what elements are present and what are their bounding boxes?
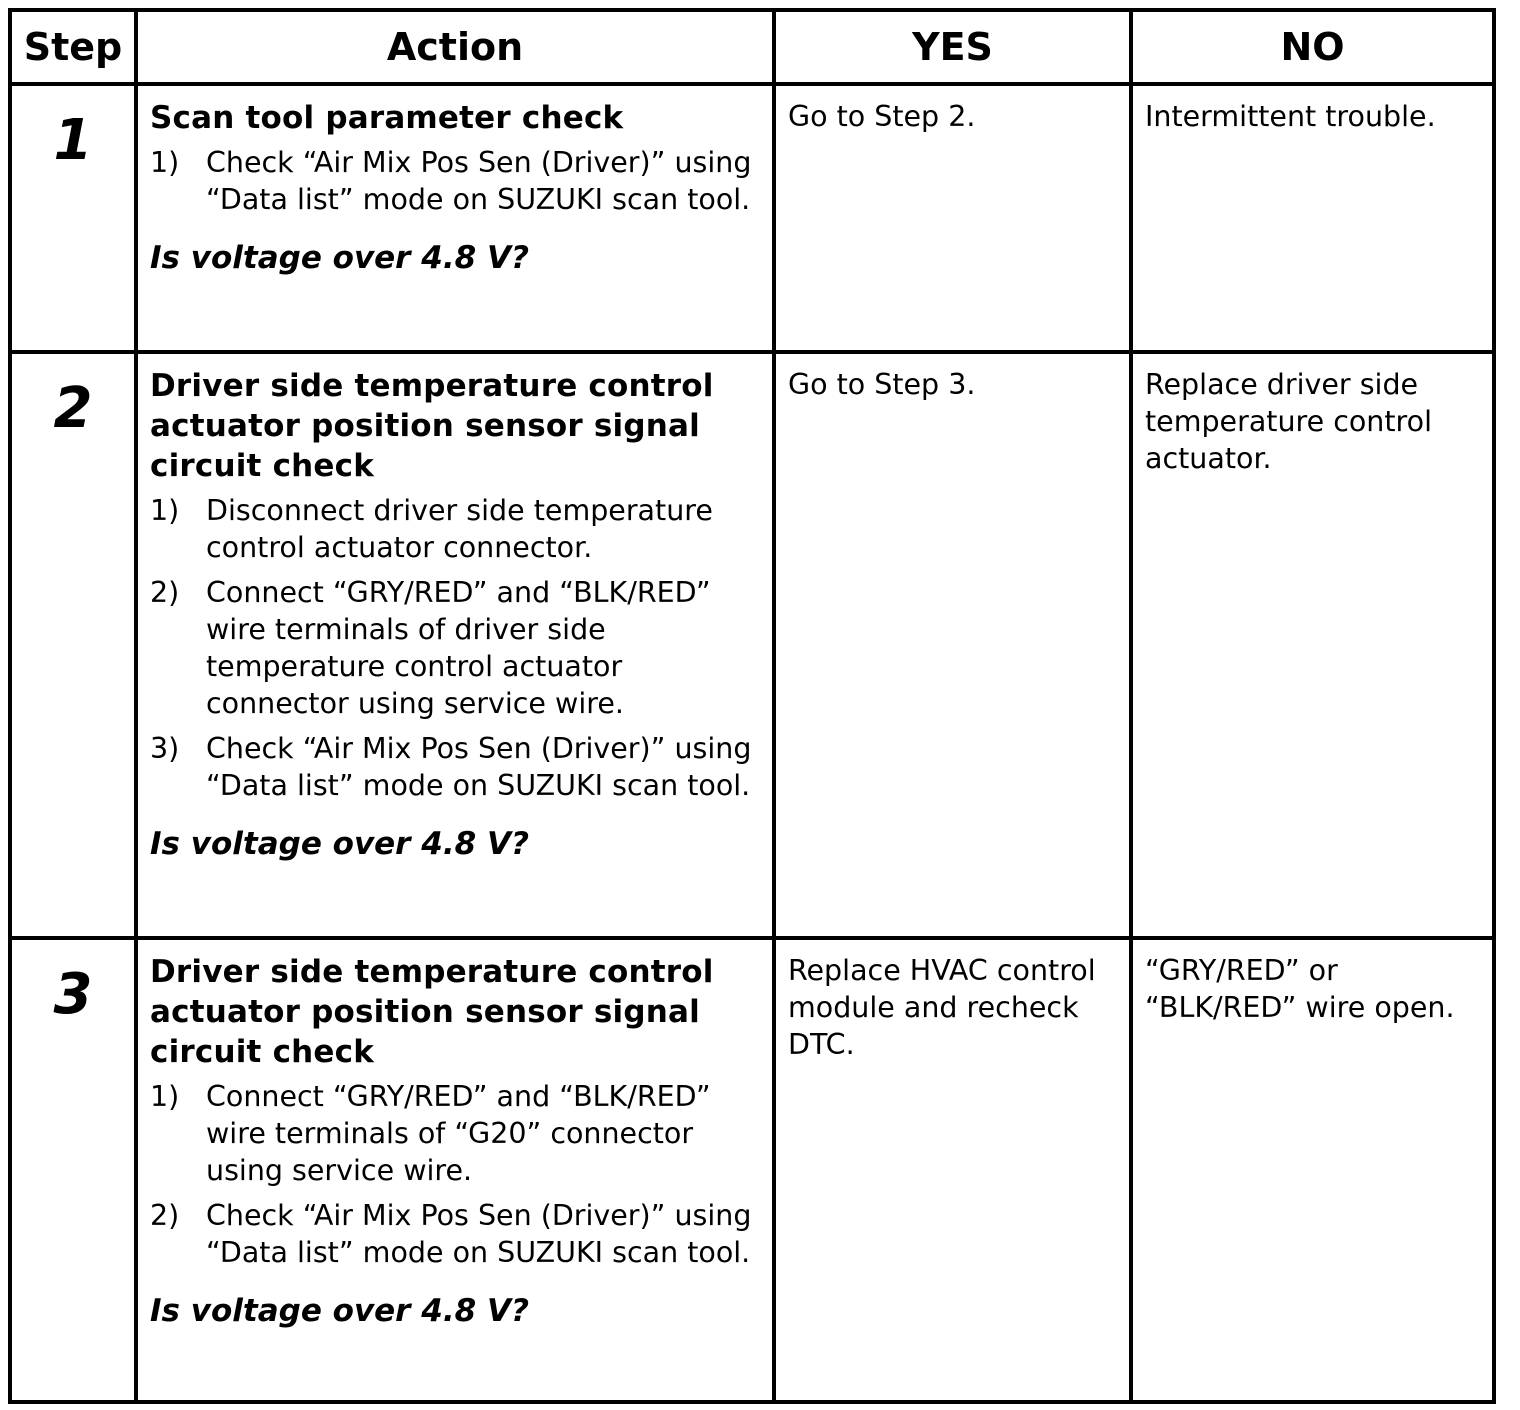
action-steps bbox=[150, 144, 762, 218]
action-title: Driver side temperature control actuator position sensor signal circuit check bbox=[150, 368, 714, 484]
action-steps bbox=[150, 492, 762, 804]
list-item bbox=[150, 144, 762, 218]
list-item-number: 3) bbox=[150, 732, 180, 765]
action-question: Is voltage over 4.8 V? bbox=[150, 240, 529, 276]
list-item-number: 1) bbox=[150, 1080, 180, 1113]
list-item-number: 2) bbox=[150, 576, 180, 609]
list-item-text: Disconnect driver side temperature control actuator connector. bbox=[206, 494, 713, 564]
list-item-number: 1) bbox=[150, 494, 180, 527]
table-row bbox=[10, 352, 1494, 938]
list-item bbox=[150, 1197, 762, 1271]
list-item-text: Check “Air Mix Pos Sen (Driver)” using “Data list” mode on SUZUKI scan tool. bbox=[206, 1199, 752, 1269]
table-row bbox=[10, 938, 1494, 1402]
no-result: Intermittent trouble. bbox=[1131, 84, 1494, 352]
yes-result: Go to Step 3. bbox=[774, 352, 1131, 938]
table-row bbox=[10, 84, 1494, 352]
action-cell bbox=[136, 84, 774, 352]
list-item-text: Check “Air Mix Pos Sen (Driver)” using “Data list” mode on SUZUKI scan tool. bbox=[206, 732, 752, 802]
yes-result: Replace HVAC control module and recheck DTC. bbox=[774, 938, 1131, 1402]
no-result: Replace driver side temperature control actuator. bbox=[1131, 352, 1494, 938]
list-item bbox=[150, 1078, 762, 1189]
list-item bbox=[150, 574, 762, 722]
action-title: Scan tool parameter check bbox=[150, 100, 624, 136]
action-title: Driver side temperature control actuator position sensor signal circuit check bbox=[150, 954, 714, 1070]
list-item-number: 1) bbox=[150, 146, 180, 179]
list-item bbox=[150, 492, 762, 566]
yes-result: Go to Step 2. bbox=[774, 84, 1131, 352]
list-item bbox=[150, 730, 762, 804]
header-row bbox=[10, 10, 1494, 84]
step-number: 1 bbox=[10, 84, 136, 352]
troubleshooting-table bbox=[8, 8, 1496, 1404]
header-yes: YES bbox=[774, 10, 1131, 84]
action-cell bbox=[136, 352, 774, 938]
list-item-text: Connect “GRY/RED” and “BLK/RED” wire terminals of “G20” connector using service wire. bbox=[206, 1080, 711, 1187]
header-action: Action bbox=[136, 10, 774, 84]
action-question: Is voltage over 4.8 V? bbox=[150, 826, 529, 862]
list-item-number: 2) bbox=[150, 1199, 180, 1232]
action-cell bbox=[136, 938, 774, 1402]
no-result: “GRY/RED” or “BLK/RED” wire open. bbox=[1131, 938, 1494, 1402]
action-steps bbox=[150, 1078, 762, 1271]
list-item-text: Connect “GRY/RED” and “BLK/RED” wire terminals of driver side temperature control actuator connector using service wire. bbox=[206, 576, 711, 720]
header-step: Step bbox=[10, 10, 136, 84]
step-number: 2 bbox=[10, 352, 136, 938]
step-number: 3 bbox=[10, 938, 136, 1402]
header-no: NO bbox=[1131, 10, 1494, 84]
action-question: Is voltage over 4.8 V? bbox=[150, 1293, 529, 1329]
list-item-text: Check “Air Mix Pos Sen (Driver)” using “Data list” mode on SUZUKI scan tool. bbox=[206, 146, 752, 216]
